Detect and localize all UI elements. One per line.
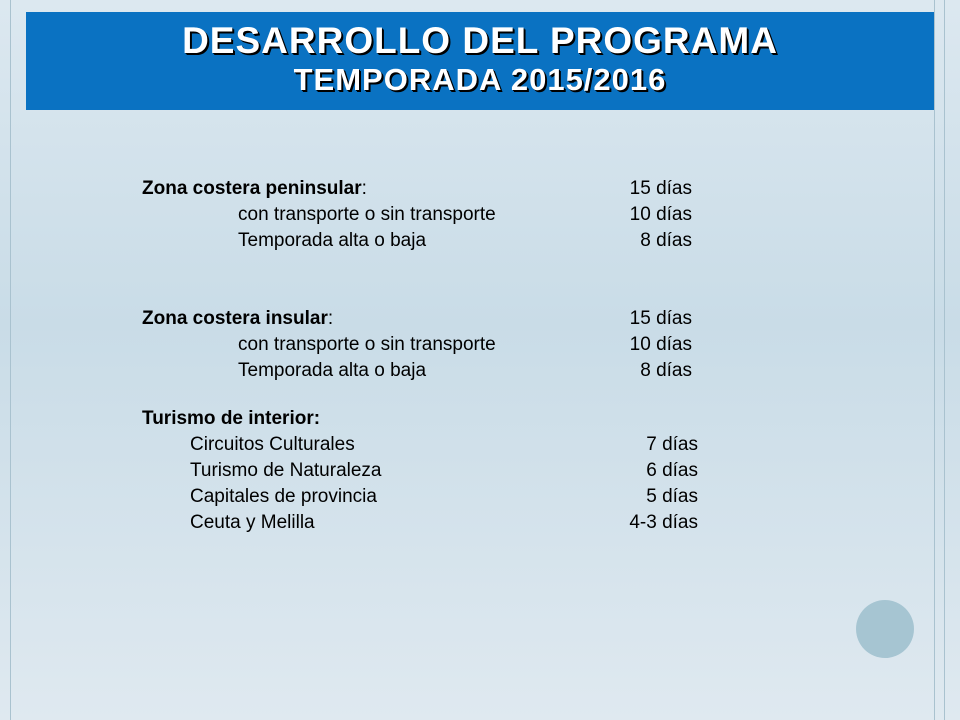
list-item — [142, 434, 742, 460]
item-label: Circuitos Culturales — [190, 434, 355, 455]
item-duration: 7 días — [646, 434, 698, 455]
section-duration: 15 días — [629, 308, 692, 329]
section-heading: Zona costera insular — [142, 308, 328, 329]
list-item — [142, 204, 742, 230]
title-banner — [26, 12, 934, 110]
item-label: Capitales de provincia — [190, 486, 377, 507]
spacer — [142, 256, 742, 308]
item-duration: 10 días — [629, 204, 692, 225]
item-duration: 8 días — [640, 230, 692, 251]
list-item — [142, 512, 742, 538]
item-label: con transporte o sin transporte — [238, 204, 496, 225]
item-label: Ceuta y Melilla — [190, 512, 315, 533]
list-item — [142, 460, 742, 486]
list-item — [142, 360, 742, 386]
frame-line-left — [10, 0, 11, 720]
item-duration: 6 días — [646, 460, 698, 481]
section-duration: 15 días — [629, 178, 692, 199]
spacer — [142, 386, 742, 408]
item-label: Turismo de Naturaleza — [190, 460, 382, 481]
page-title: DESARROLLO DEL PROGRAMA — [182, 20, 778, 61]
section-heading: Zona costera peninsular — [142, 178, 362, 199]
item-duration: 8 días — [640, 360, 692, 381]
heading-colon: : — [327, 308, 334, 329]
item-label: Temporada alta o baja — [238, 230, 427, 251]
section-heading-row — [142, 308, 742, 334]
heading-colon: : — [361, 178, 367, 199]
list-item — [142, 486, 742, 512]
decorative-circle — [856, 600, 914, 658]
section-heading-row — [142, 178, 742, 204]
item-label: Temporada alta o baja — [238, 360, 427, 381]
item-duration: 5 días — [646, 486, 698, 507]
frame-line-right-2 — [944, 0, 945, 720]
section-heading: Turismo de interior: — [142, 408, 321, 429]
item-duration: 10 días — [629, 334, 692, 355]
item-label: con transporte o sin transporte — [238, 334, 496, 355]
section-heading-row — [142, 408, 742, 434]
list-item — [142, 334, 742, 360]
list-item — [142, 230, 742, 256]
page-subtitle: TEMPORADA 2015/2016 — [293, 62, 667, 97]
program-list — [142, 178, 742, 538]
item-duration: 4-3 días — [629, 512, 698, 533]
frame-line-right-1 — [934, 0, 935, 720]
